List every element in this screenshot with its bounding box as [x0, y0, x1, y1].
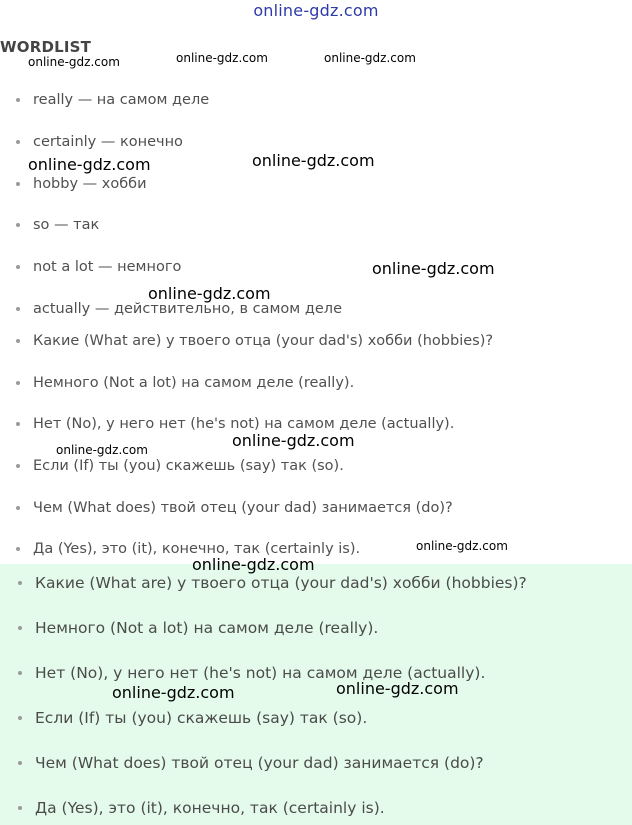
list-item-text: hobby — хобби — [33, 176, 147, 192]
list-item — [0, 455, 632, 477]
list-item-text: really — на самом деле — [33, 92, 210, 108]
watermark: online-gdz.com — [372, 259, 495, 278]
bullet-icon — [16, 265, 20, 269]
list-item — [0, 660, 632, 686]
list-item — [0, 89, 632, 111]
list-item — [0, 497, 632, 519]
bullet-icon — [18, 806, 22, 810]
list-item — [0, 615, 632, 641]
list-item-text: Чем (What does) твой отец (your dad) занимается (do)? — [33, 500, 453, 516]
bullet-icon — [16, 140, 20, 144]
bullet-icon — [16, 422, 20, 426]
bullet-icon — [16, 506, 20, 510]
list-item-text: actually — действительно, в самом деле — [33, 301, 342, 317]
bullet-icon — [16, 464, 20, 468]
bullet-icon — [18, 626, 22, 630]
bullet-icon — [18, 581, 22, 585]
list-item-text: Нет (No), у него нет (he's not) на самом деле (actually). — [35, 664, 486, 682]
bullet-icon — [16, 223, 20, 227]
watermark: online-gdz.com — [56, 443, 148, 457]
list-item — [0, 256, 632, 278]
list-item-text: certainly — конечно — [33, 134, 183, 150]
list-item — [0, 330, 632, 352]
watermark: online-gdz.com — [192, 555, 315, 574]
list-item-text: Какие (What are) у твоего отца (your dad's) хобби (hobbies)? — [35, 574, 527, 592]
list-item-text: Немного (Not a lot) на самом деле (really). — [35, 619, 379, 637]
list-item-text: Если (If) ты (you) скажешь (say) так (so). — [35, 709, 368, 727]
bullet-icon — [16, 339, 20, 343]
watermark: online-gdz.com — [148, 284, 271, 303]
list-item — [0, 298, 632, 320]
watermark: online-gdz.com — [336, 679, 459, 698]
bullet-icon — [16, 98, 20, 102]
bullet-icon — [16, 547, 20, 551]
bullet-icon — [18, 761, 22, 765]
watermark: online-gdz.com — [252, 151, 375, 170]
highlighted-block — [0, 564, 632, 825]
bullet-icon — [16, 182, 20, 186]
watermark: online-gdz.com — [112, 683, 235, 702]
list-item — [0, 214, 632, 236]
wordlist-heading: WORDLIST — [0, 38, 92, 56]
list-item — [0, 705, 632, 731]
site-header-text[interactable]: online-gdz.com — [253, 1, 379, 20]
watermark: online-gdz.com — [416, 539, 508, 553]
list-item — [0, 750, 632, 776]
list-item-text: Нет (No), у него нет (he's not) на самом деле (actually). — [33, 416, 455, 432]
list-item-text: so — так — [33, 217, 100, 233]
list-item — [0, 570, 632, 596]
bullet-icon — [16, 307, 20, 311]
list-item-text: Немного (Not a lot) на самом деле (really). — [33, 375, 355, 391]
list-item-text: Да (Yes), это (it), конечно, так (certainly is). — [35, 799, 385, 817]
list-item-text: Если (If) ты (you) скажешь (say) так (so). — [33, 458, 344, 474]
list-item-text: not a lot — немного — [33, 259, 182, 275]
list-item-text: Какие (What are) у твоего отца (your dad's) хобби (hobbies)? — [33, 333, 494, 349]
watermark: online-gdz.com — [28, 55, 120, 69]
watermark: online-gdz.com — [176, 51, 268, 65]
list-item — [0, 173, 632, 195]
bullet-icon — [16, 381, 20, 385]
list-item — [0, 795, 632, 821]
bullet-icon — [18, 671, 22, 675]
bullet-icon — [18, 716, 22, 720]
site-header — [0, 0, 632, 26]
list-item — [0, 131, 632, 153]
list-item-text: Чем (What does) твой отец (your dad) занимается (do)? — [35, 754, 484, 772]
watermark: online-gdz.com — [324, 51, 416, 65]
list-item-text: Да (Yes), это (it), конечно, так (certainly is). — [33, 541, 361, 557]
list-item — [0, 538, 632, 560]
list-item — [0, 372, 632, 394]
watermark: online-gdz.com — [28, 155, 151, 174]
watermark: online-gdz.com — [232, 431, 355, 450]
